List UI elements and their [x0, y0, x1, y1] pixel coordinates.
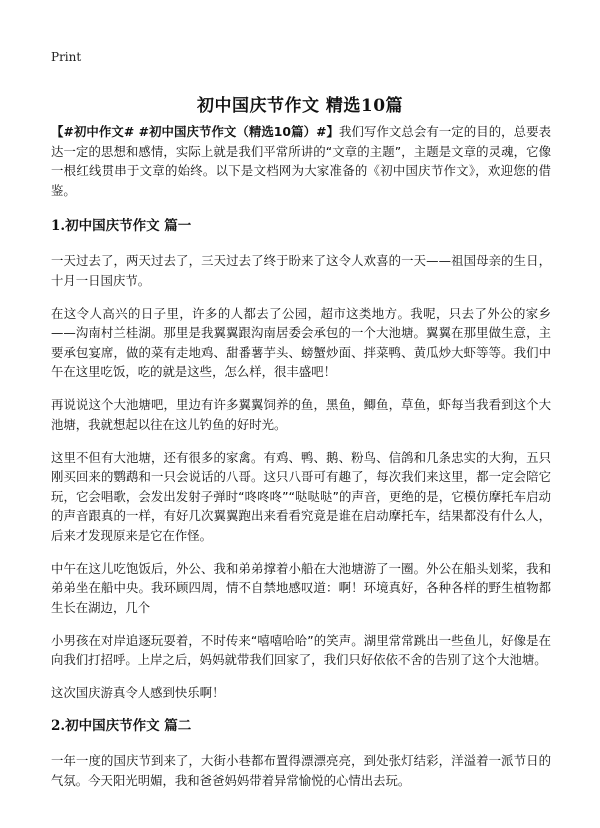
- intro-paragraph: [51, 122, 551, 200]
- paragraph: 这里不但有大池塘，还有很多的家禽。有鸡、鸭、鹅、粉鸟、信鸽和几条忠实的大狗，五只刚买回来的鹦鹉和一只会说话的八哥。这只八哥可有趣了，每次我们来这里，都一定会陪它玩，它会唱歌，会发出发射子弹时“咚咚咚”“哒哒哒”的声音，更绝的是，它模仿摩托车启动的声音跟真的一样，有好几次翼翼跑出来看看究竟是谁在启动摩托车，结果都没有什么人，后来才发现原来是它在作怪。: [51, 449, 551, 543]
- intro-tags: 【#初中作文# #初中国庆节作文（精选10篇）#】: [51, 124, 340, 139]
- paragraph: 再说说这个大池塘吧，里边有许多翼翼饲养的鱼，黑鱼，鲫鱼，草鱼，虾每当我看到这个大池塘，我就想起以往在这儿钓鱼的好时光。: [51, 397, 551, 432]
- section-heading-1: 1.初中国庆节作文 篇一: [51, 218, 192, 234]
- paragraph: 在这令人高兴的日子里，许多的人都去了公园，超市这类地方。我呢，只去了外公的家乡——沟南村兰桂湖。那里是我翼翼跟沟南居委会承包的一个大池塘。翼翼在那里做生意，主要承包宴席，做的菜有走地鸡、甜番薯芋头、螃蟹炒面、拌菜鸭、黄瓜炒大虾等等。我们中午在这里吃饭，吃的就是这些，怎么样，很丰盛吧！: [51, 305, 551, 379]
- article-body: [51, 122, 551, 804]
- paragraph: 一天过去了，两天过去了，三天过去了终于盼来了这令人欢喜的一天——祖国母亲的生日，十月一日国庆节。: [51, 253, 551, 288]
- paragraph: 小男孩在对岸追逐玩耍着，不时传来“嘻嘻哈哈”的笑声。湖里常常跳出一些鱼儿，好像是在向我们打招呼。上岸之后，妈妈就带我们回家了，我们只好依依不舍的告别了这个大池塘。: [51, 632, 551, 667]
- section-heading-2: 2.初中国庆节作文 篇二: [51, 718, 192, 734]
- intro-text: 我们写作文总会有一定的目的，总要表达一定的思想和感情，实际上就是我们平常所讲的“文章的主题”，主题是文章的灵魂，它像一根红线贯串于文章的始终。以下是文档网为大家准备的《初中国庆节作文》，欢迎您的借鉴。: [51, 124, 551, 198]
- print-link[interactable]: Print: [51, 50, 82, 64]
- paragraph: 中午在这儿吃饱饭后，外公、我和弟弟撑着小船在大池塘游了一圈。外公在船头划桨，我和弟弟坐在船中央。我环顾四周，情不自禁地感叹道：啊！环境真好，各种各样的野生植物都生长在湖边，几个: [51, 560, 551, 615]
- paragraph: 一年一度的国庆节到来了，大街小巷都布置得漂漂亮亮，到处张灯结彩，洋溢着一派节日的气氛。今天阳光明媚，我和爸爸妈妈带着异常愉悦的心情出去玩。: [51, 753, 551, 788]
- page-title: 初中国庆节作文 精选10篇: [196, 96, 404, 117]
- paragraph: 这次国庆游真令人感到快乐啊！: [51, 685, 225, 700]
